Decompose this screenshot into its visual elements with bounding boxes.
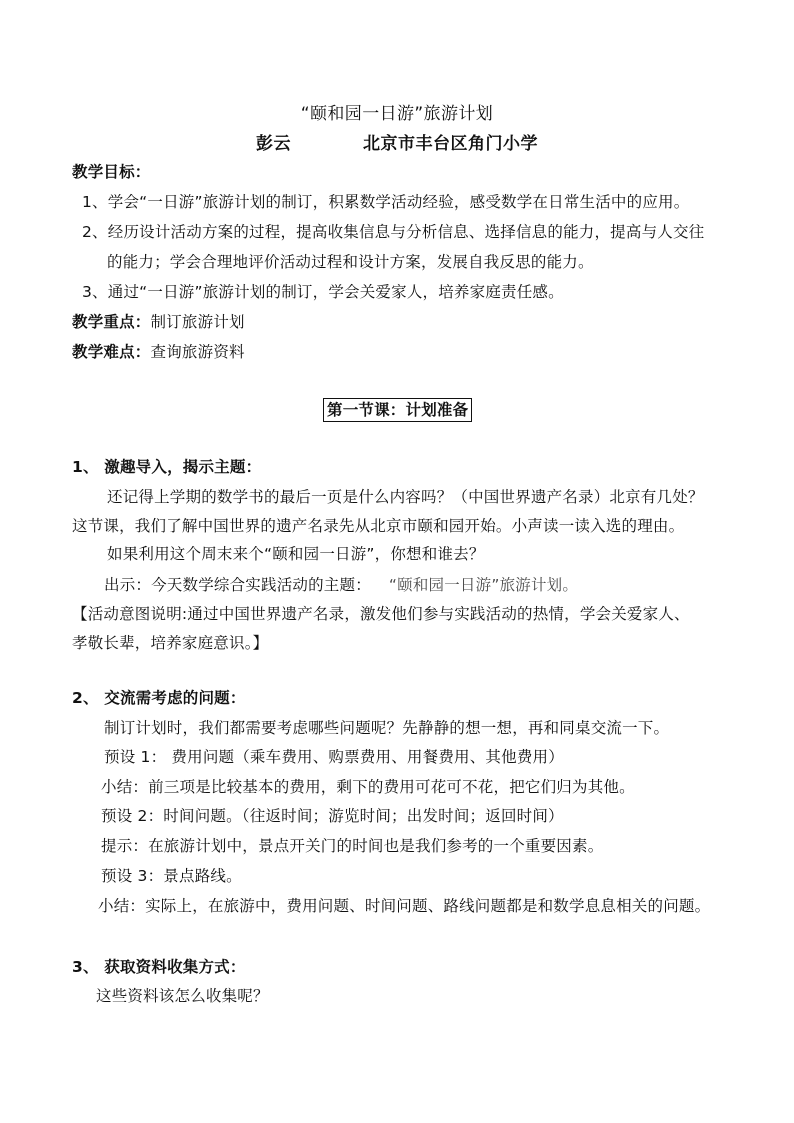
activity-intent-line: 孝敬长辈，培养家庭意识。】 (72, 634, 269, 652)
objective-item: 3、通过“一日游”旅游计划的制订，学会关爱家人，培养家庭责任感。 (82, 283, 564, 301)
activity-intent-line: 【活动意图说明:通过中国世界遗产名录，激发他们参与实践活动的热情，学会关爱家人、 (72, 605, 690, 623)
key-point-text: 制订旅游计划 (150, 313, 245, 331)
section-heading: 2、 交流需考虑的问题： (72, 689, 246, 707)
key-point-label: 教学重点： (72, 313, 151, 331)
key-point-line (72, 312, 245, 332)
author-line (0, 133, 794, 155)
theme-display-prefix: 出示：今天数学综合实践活动的主题： (104, 576, 371, 594)
paragraph-line: 提示：在旅游计划中，景点开关门的时间也是我们参考的一个重要因素。 (101, 837, 604, 855)
lesson-title-box: 第一节课：计划准备 (323, 398, 472, 422)
paragraph-line: 预设 1： 费用问题（乘车费用、购票费用、用餐费用、其他费用） (104, 748, 564, 766)
author-name: 彭云 (256, 134, 291, 154)
objective-item-continuation: 的能力；学会合理地评价活动过程和设计方案，发展自我反思的能力。 (107, 253, 594, 271)
theme-display-line (104, 575, 578, 595)
difficult-point-line (72, 342, 245, 362)
paragraph-line: 这些资料该怎么收集呢？ (96, 987, 269, 1005)
paragraph-line: 制订计划时，我们都需要考虑哪些问题呢？先静静的想一想，再和同桌交流一下。 (104, 719, 670, 737)
document-title: “颐和园一日游”旅游计划 (300, 104, 494, 124)
theme-display-title: “颐和园一日游”旅游计划。 (388, 576, 579, 594)
paragraph-line: 小结：实际上，在旅游中，费用问题、时间问题、路线问题都是和数学息息相关的问题。 (98, 897, 711, 915)
school-name: 北京市丰台区角门小学 (363, 134, 538, 154)
paragraph-line: 这节课，我们了解中国世界的遗产名录先从北京市颐和园开始。小声读一读入选的理由。 (72, 517, 685, 535)
paragraph-line: 小结：前三项是比较基本的费用，剩下的费用可花可不花，把它们归为其他。 (101, 778, 635, 796)
section-heading: 3、 获取资料收集方式： (72, 958, 246, 976)
objective-item: 2、经历设计活动方案的过程，提高收集信息与分析信息、选择信息的能力，提高与人交往 (82, 223, 705, 241)
paragraph-line: 预设 2：时间问题。（往返时间；游览时间；出发时间；返回时间） (101, 807, 564, 825)
section-heading: 1、 激趣导入，揭示主题： (72, 458, 262, 476)
objective-item: 1、学会“一日游”旅游计划的制订，积累数学活动经验，感受数学在日常生活中的应用。 (82, 193, 690, 211)
difficult-point-text: 查询旅游资料 (150, 343, 245, 361)
difficult-point-label: 教学难点： (72, 343, 151, 361)
objectives-heading: 教学目标： (72, 163, 151, 181)
paragraph-line: 如果利用这个周末来个“颐和园一日游”，你想和谁去？ (107, 545, 485, 563)
paragraph-line: 还记得上学期的数学书的最后一页是什么内容吗？（中国世界遗产名录）北京有几处？ (107, 488, 704, 506)
paragraph-line: 预设 3：景点路线。 (101, 867, 242, 885)
